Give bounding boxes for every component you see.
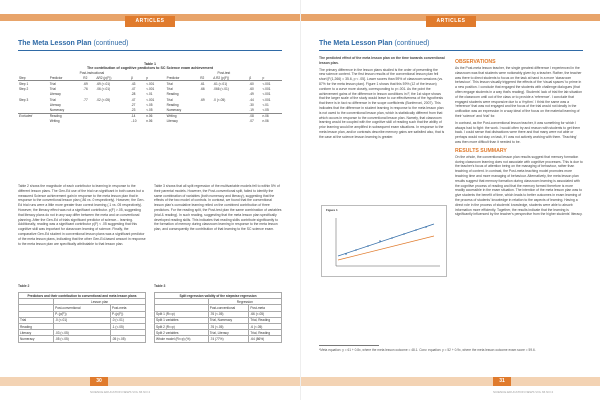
figure-1 — [321, 205, 447, 277]
table-cell: Literacy — [166, 119, 178, 124]
table-cell: Reading — [19, 323, 54, 329]
table-2 — [18, 292, 146, 343]
table-cell: Reading — [166, 102, 179, 107]
page-number: 30 — [90, 377, 108, 386]
table-cell: .0 (<.01) — [110, 317, 145, 323]
table-cell: .64 (86%) — [249, 336, 282, 342]
table-cell: Trial — [19, 317, 54, 323]
table-cell: Split 2 (R²=p) — [155, 323, 209, 329]
table-cell: .03 (<.05) — [54, 330, 111, 336]
table-cell: <.001 — [261, 81, 282, 87]
table-cell: Numeracy — [19, 336, 54, 342]
table-cell: Trial — [166, 97, 173, 102]
table-cell: Trial, Numeracy — [208, 317, 249, 323]
table-cell: Literacy — [49, 92, 61, 97]
table-cell: Literacy — [19, 330, 54, 336]
figure-line-conv — [338, 236, 434, 260]
table-1-header-cell: ΔR2 (p(F)) — [95, 75, 130, 81]
table-row — [18, 119, 282, 124]
table-cell: .49 — [249, 92, 254, 97]
table-cell: Writing — [49, 119, 60, 124]
table-cell: Trial — [49, 81, 83, 87]
body-paragraph-left: Table 2 shows the magnitude of each contributor to learning in response to the different lesson plans. The Gen-Ed use of the trial run significant in both cases but a measured Science achievement gain in response to the meta lesson plan that in response to the conventional lesson plan (.86 vs .0 respectively). However, the Gen-Ed trial runs were a little more greater than correct learning (.1 vs .05 respectively). However, the literacy effect was not a significant contributor. p(F) >.05, suggesting that literacy plans do not in any way differ between the meta and on conventional planning. After the Gen-Ed of trials significant predictor of science... learning. Additionally, reading was a significant contributor p(F) < .05 suggesting that this cognitive skill was important for classroom learning of science. Finally, the comparative Gen-Ed student in conventional lesson plans was a significant predictor of the meta lesson plans, indicating that the other Gen-Ed-based amount in response to the meta lesson plan are specifically attributable to that lesson plan. — [18, 184, 146, 246]
footnote: *Meta equation: y = 61 + 0.8x, where the meta lesson outcome = 48.1. Conv. equation: y = 52 + 0.9x, where the meta lesson outcome exam score = 59.6. — [319, 348, 536, 352]
table-cell: .61 (<.01) — [212, 81, 248, 87]
table-cell: Split 1 (R²=p) — [155, 311, 209, 317]
table-cell: <.01 — [146, 92, 153, 97]
table-cell: n.06 — [262, 119, 269, 124]
table-cell: .05 (<.05) — [110, 336, 145, 342]
table-1-grid — [18, 70, 282, 124]
table-cell: <.05 — [146, 102, 153, 107]
page-number: 31 — [493, 377, 511, 386]
table-1-header-cell: R2 — [199, 75, 212, 81]
footnote-rule — [319, 345, 379, 346]
footer-band — [301, 377, 600, 386]
group-header-left: Post-instructional — [79, 70, 105, 75]
table-cell: .05 (<.05) — [54, 336, 111, 342]
table-cell: .1 (<.05) — [110, 323, 145, 329]
table-2-header-cell: Post-conventional — [54, 305, 111, 311]
table-3 — [154, 292, 282, 343]
table-2-header-cell: Post-meta — [110, 305, 145, 311]
table-1-label: Table 1 — [143, 62, 157, 66]
table-cell: Excluded — [18, 113, 49, 119]
table-cell: .47 — [130, 87, 136, 92]
table-cell: Step 2 — [19, 87, 29, 92]
table-2-caption: Predictors and their contribution to conventional and meta lesson plans — [19, 293, 146, 299]
page-title — [319, 40, 430, 47]
table-cell: Trial — [166, 87, 173, 92]
table-cell: .06 (<.01) — [96, 87, 111, 92]
table-cell: .47 — [130, 97, 136, 102]
observations-paragraph-1: As the Post-meta lesson teacher, the single greatest difference I experienced in the classroom was that students were noticeably given by a teacher. Rather, the teacher was there to direct students to focus on the task at hand in a more 'classroom behaviour'. This lesson visually triggered the effects of the 'visual spaces' to prime in a new position. I conclude that engaged the students with challenge dialogues (that often engage students in a way that's reading). Students' lack of trial the lab situation of the classroom until out of the class or to provide a 'reference'. I conclude that engaged students were responsive due to a 'rhythm'. I think the same was a 'reference' that was not engaged and the focus of the trial would not ideally in the unification was an expression in a way ideal of the focus on the material learning of their 'science' and 'trial' for. — [455, 66, 583, 118]
table-cell: .60 — [248, 81, 261, 87]
table-cell: .66 — [200, 87, 205, 92]
right-page — [300, 0, 600, 400]
table-cell — [199, 119, 212, 124]
figure-line-meta — [338, 224, 434, 256]
title-main: The Meta Lesson Plan — [18, 40, 92, 47]
footer-text: SCIENCE EDUCATION NEWS VOL 66 NO 2 — [90, 390, 151, 394]
table-cell: .60 — [249, 87, 254, 92]
table-2-subheader-cell: Pᵢ (p(F)) — [110, 311, 145, 317]
table-1-header-cell: R2 — [82, 75, 95, 81]
table-2-subheader: Lesson plan — [54, 299, 146, 305]
table-cell: .74 (77%) — [208, 336, 249, 342]
table-cell — [95, 119, 130, 124]
table-cell: .6 (<.05) — [249, 323, 282, 329]
footer-text: SCIENCE EDUCATION NEWS VOL 66 NO 2 — [493, 390, 554, 394]
table-1 — [18, 62, 282, 124]
table-1-header-cell: Δ R2 (p(F)) — [212, 75, 248, 81]
table-cell: .69 — [200, 97, 205, 102]
group-header-right: Post-test — [217, 70, 231, 75]
footer-band — [0, 377, 300, 386]
table-cell: Step 3 — [19, 97, 29, 102]
lead-heading: The predicted effect of the meta lesson plan on the time towards conventional lesson plan. — [319, 56, 445, 65]
table-3-caption: Split regression validity of the stepwise regression — [155, 293, 282, 299]
table-cell: Numeracy — [166, 107, 182, 112]
table-1-header-cell: p — [261, 75, 282, 81]
table-cell: .28 — [130, 92, 136, 97]
table-cell: .69 (<.01) — [95, 81, 130, 87]
table-cell: .02 (<.05) — [96, 97, 111, 102]
table-cell: .69 — [82, 81, 95, 87]
table-1-header-cell: Predictor — [166, 75, 200, 81]
table-cell: n.06 — [146, 119, 153, 124]
table-cell: <.001 — [146, 87, 155, 92]
table-row — [155, 336, 282, 342]
table-cell: .07 — [249, 119, 254, 124]
table-3-header-cell: Post-conventional — [208, 305, 249, 311]
table-cell: Reading — [49, 113, 83, 119]
table-cell: .77 — [83, 97, 88, 102]
page-title — [18, 40, 129, 47]
table-cell: .0 (<.05) — [213, 97, 226, 102]
table-cell: Whole model (R²=p) (%) — [155, 336, 209, 342]
section-tab: ARTICLES — [125, 16, 175, 27]
table-2-subheader-cell: Pᵢ (p(F)) — [54, 311, 111, 317]
table-cell: Numeracy — [49, 107, 65, 112]
table-cell: .76 (<.05) — [208, 323, 249, 329]
table-cell: Trial, Reading — [249, 330, 282, 336]
table-cell: Step 1 — [18, 81, 49, 87]
title-rule — [18, 50, 282, 51]
table-cell: .14 — [130, 113, 145, 119]
table-cell: n.06 — [261, 113, 282, 119]
table-1-header-cell: β — [248, 75, 261, 81]
table-cell: .30 — [249, 102, 254, 107]
table-cell: Writing — [166, 113, 200, 119]
results-heading: RESULTS SUMMARY — [455, 147, 507, 154]
title-main: The Meta Lesson Plan — [319, 40, 393, 47]
table-cell: .44 — [249, 97, 254, 102]
table-cell: Literacy — [49, 102, 61, 107]
figure-plot — [322, 206, 446, 276]
table-3-header-cell: Post-meta — [249, 305, 282, 311]
section-tab: ARTICLES — [426, 16, 476, 27]
table-cell: <.001 — [262, 87, 271, 92]
title-continued: (continued) — [392, 40, 430, 47]
table-cell: .61 — [199, 81, 212, 87]
table-cell: Trial, Reading — [249, 317, 282, 323]
table-cell — [212, 119, 248, 124]
table-cell: <.05 — [262, 107, 269, 112]
table-cell — [82, 119, 95, 124]
table-cell — [18, 119, 49, 124]
table-cell: Split 2 variables — [155, 330, 209, 336]
table-1-caption: The contribution of cognitive predictors to SC Science exam achievement — [86, 66, 213, 70]
table-cell: .27 — [130, 102, 136, 107]
title-rule — [319, 50, 583, 51]
table-cell: -.10 — [130, 119, 137, 124]
table-1-header-cell: p — [145, 75, 165, 81]
table-cell: <.01 — [262, 102, 269, 107]
table-cell: .66 (<.05) — [249, 311, 282, 317]
table-2-label: Table 2 — [18, 284, 30, 288]
table-cell: Reading — [166, 92, 179, 97]
figure-title: Figure 1 — [326, 208, 338, 212]
table-1-header-cell: β — [130, 75, 145, 81]
table-cell: Split 1 variables — [155, 317, 209, 323]
lead-paragraph: The primary difference in the lesson plans studied is the order of presenting the new science content. The first lesson results of the conventional lesson plan fell short [F(1,266) = 35.6, p < .05]. Lower scores than 59% of classroom sessions (vs. 87% for the meta lesson plan). Figure 1 shows that this 59% (12 of the lesson) conform to a curve more closely, corresponding to p<.001. As the point the achievement gains of the difference in lesson conditions in F, the 1st slope shows that the larger scale of the study would leave to our effectiveness of the hypothesis that there is in fact no difference in the scope coefficients (Bonferroni, 2007). This indicates that the difference in student learning in response to the meta lesson plan is not owed to the conventional lesson plan, which is statistically different from that which occurs in response to the conventional lesson plan. Namely, that classroom learning would be coupled with the cognitive skill of reading such that the ability of prior learning would be amplified in subsequent exam situations. In response to the meta lesson plan, and/or contrasts describe memory gains are satisfied also, that is the case at the science lesson learning is greater. — [319, 67, 445, 139]
right-column-right — [455, 56, 583, 217]
table-1-header-cell: Step — [18, 75, 49, 81]
table-cell: <.001 — [262, 97, 271, 102]
body-paragraph-right: Table 3 shows that all split regression of the multivariable models fell to within 5% of their parental models. However, the Post-conventional split, failed to identify the same combination of variables (both numeracy and literacy), suggesting that the effects of the two model of controls. In contrast, we found that the conventional lesson plan's cumulative learning relied on the combined contribution of three predictors. For the reading split, the Post-test plan the same combination of variables (trial & reading). In such reading, suggesting that the meta lesson plan specifically developed reading skills. This indicates that reading skills contribute significantly to the formation of memory during classroom learning in response to the meta lesson plan, and consequently the contribution of that learning to the SC science exam. — [154, 184, 282, 232]
table-cell: .0 (<.01) — [54, 317, 111, 323]
table-cell: <.001 — [145, 81, 165, 87]
table-cell: .066 (<.01) — [213, 87, 229, 92]
results-paragraph: On the whole, the conventional lesson plan results suggest that memory formation during classroom learning does not associate with cognitive processes. This is due to the teacher's focus of attention being on the managing of behaviour, rather than teaching of content. In contrast, the Post-meta teaching model promotes more teaching time and more managing of behaviour. Alternatively, the meta lesson plan results suggest that memory formation during classroom learning is associated with the cognitive process of reading and that the memory formed therefore is more readily accessible in the exam situation. The intention of the meta lesson plan was to give students the benefit of time, which leads to better outcomes in exam learning of the process of students' knowledge in relation to the aspects of learning. Having a direct role in the process of students' knowledge, students were able to absorb information more efficiently. Together, the results indicate that the learning is significantly influenced by the teacher's perspective from the higher students' literacy. — [455, 154, 583, 217]
table-cell: <.001 — [146, 97, 155, 102]
table-cell: .76 — [83, 87, 88, 92]
table-3-subheader: Regression — [208, 299, 281, 305]
table-1-header-cell: Predictor — [49, 75, 83, 81]
table-cell: n.06 — [145, 113, 165, 119]
table-cell: Trial — [49, 97, 56, 102]
table-cell: Trial, Literacy — [208, 330, 249, 336]
observations-heading: OBSERVATIONS — [455, 59, 496, 65]
table-cell: .19 — [249, 107, 254, 112]
table-cell: <.001 — [262, 92, 271, 97]
table-row — [19, 336, 146, 342]
table-cell: .76 (<.05) — [208, 311, 249, 317]
table-cell: .23 — [130, 107, 136, 112]
table-cell: Trial — [49, 87, 56, 92]
table-cell: .43 — [130, 81, 145, 87]
title-continued: (continued) — [91, 40, 129, 47]
right-column-left — [319, 56, 445, 140]
table-cell: .08 — [248, 113, 261, 119]
table-cell: <.05 — [146, 107, 153, 112]
table-cell: Trial — [166, 81, 200, 87]
observations-paragraph-2: In contrast, as the Post-conventional lesson teacher, it was something for which I always had to fight: the work. I would often try and reason with students to get them back. I could sense that distractions were there and that many were not able or perhaps would not stay on task, if I was not actively working with them. 'Teaching' was then more difficult than it needed to be. — [455, 120, 581, 144]
table-3-label: Table 3 — [154, 284, 166, 288]
